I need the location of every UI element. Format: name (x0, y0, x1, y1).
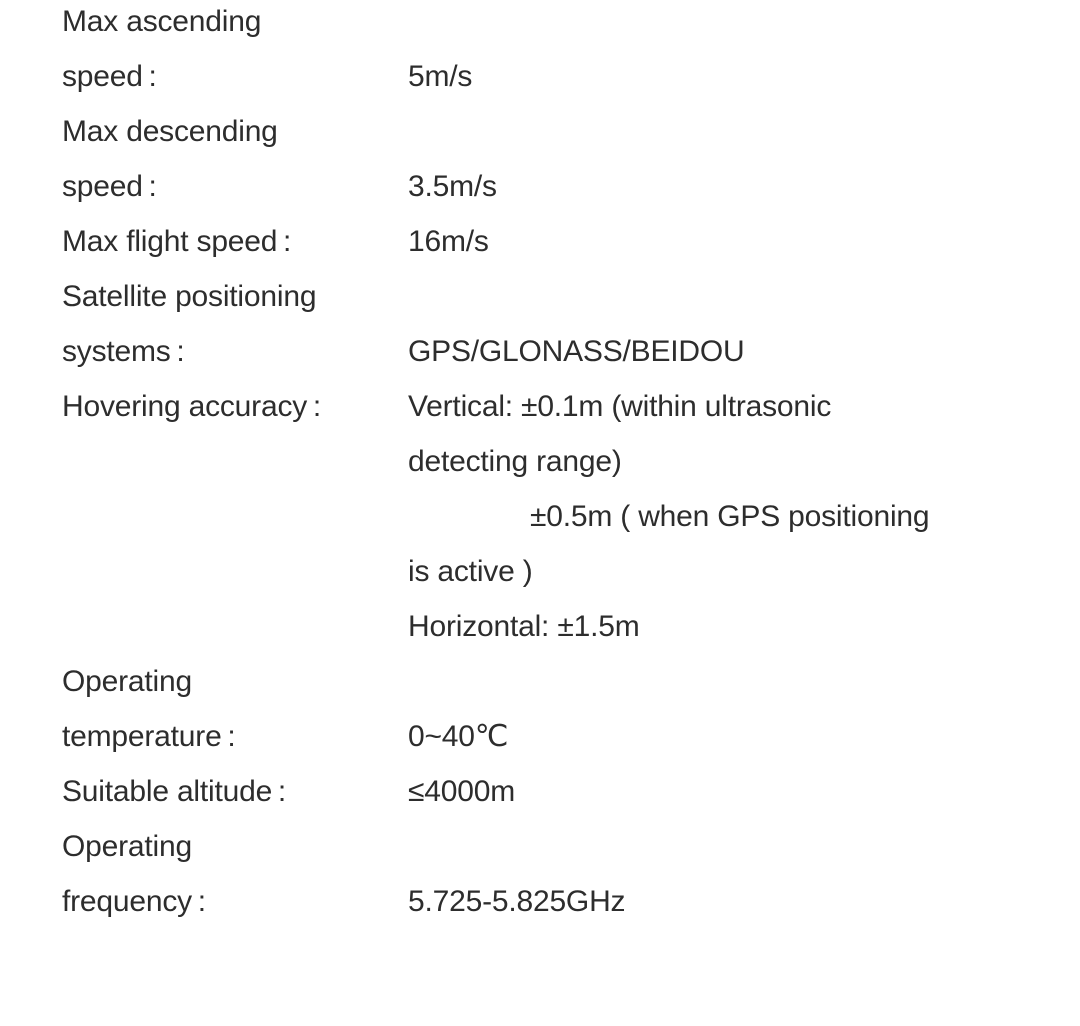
spec-value: 5.725-5.825GHz (408, 885, 626, 918)
spec-row (62, 104, 929, 159)
spec-row (62, 214, 929, 269)
spec-label: speed : (62, 60, 157, 93)
spec-label (62, 489, 408, 544)
spec-label: Satellite positioning (62, 280, 317, 313)
spec-value: 3.5m/s (408, 170, 497, 203)
spec-value (408, 819, 929, 874)
spec-row (62, 379, 929, 434)
spec-row (62, 654, 929, 709)
spec-value: 16m/s (408, 225, 489, 258)
spec-value (408, 654, 929, 709)
spec-value (408, 104, 929, 159)
spec-label (62, 599, 408, 654)
spec-row (62, 874, 929, 929)
spec-label: Hovering accuracy : (62, 390, 321, 423)
spec-label: Max ascending (62, 5, 262, 38)
spec-row (62, 489, 929, 544)
spec-row (62, 544, 929, 599)
spec-label: Operating (62, 665, 192, 698)
spec-value (408, 0, 929, 49)
spec-row (62, 159, 929, 214)
spec-label: temperature : (62, 720, 236, 753)
spec-row (62, 0, 929, 49)
spec-value: GPS/GLONASS/BEIDOU (408, 335, 745, 368)
spec-rows (62, 0, 929, 929)
spec-row (62, 269, 929, 324)
spec-value: detecting range) (408, 445, 622, 478)
spec-row (62, 434, 929, 489)
spec-label: Max descending (62, 115, 278, 148)
spec-label (62, 544, 408, 599)
spec-row (62, 49, 929, 104)
spec-label: speed : (62, 170, 157, 203)
spec-value: 5m/s (408, 60, 473, 93)
spec-label: frequency : (62, 885, 206, 918)
spec-label: Operating (62, 830, 192, 863)
spec-value: Horizontal: ±1.5m (408, 610, 640, 643)
spec-value: is active ) (408, 555, 533, 588)
spec-value: 0~40℃ (408, 720, 509, 753)
spec-value: Vertical: ±0.1m (within ultrasonic (408, 390, 832, 423)
spec-value: ±0.5m ( when GPS positioning (530, 500, 930, 533)
spec-row (62, 764, 929, 819)
spec-label: Max flight speed : (62, 225, 292, 258)
spec-row (62, 819, 929, 874)
spec-row (62, 599, 929, 654)
spec-row (62, 709, 929, 764)
spec-label (62, 434, 408, 489)
spec-label: systems : (62, 335, 185, 368)
spec-label: Suitable altitude : (62, 775, 287, 808)
spec-value: ≤4000m (408, 775, 515, 808)
spec-value (408, 269, 929, 324)
spec-row (62, 324, 929, 379)
